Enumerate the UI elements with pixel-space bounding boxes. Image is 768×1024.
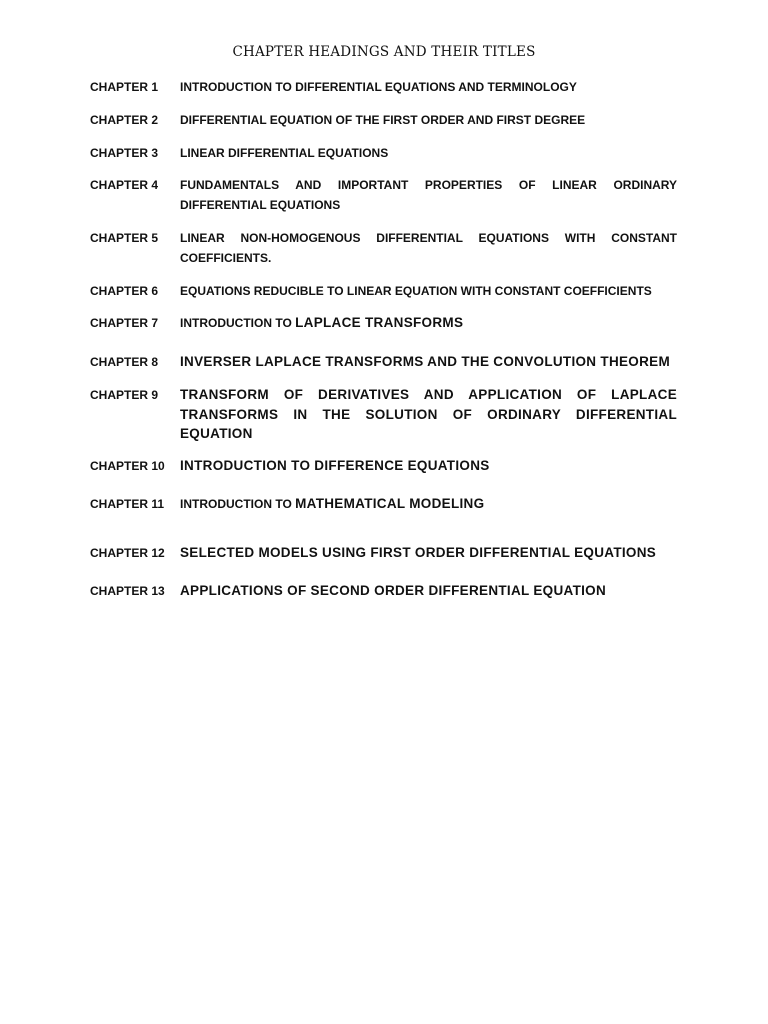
- chapter-title: LINEAR DIFFERENTIAL EQUATIONS: [180, 146, 389, 160]
- chapter-label: CHAPTER 7: [90, 316, 159, 330]
- chapter-title: TRANSFORM OF DERIVATIVES AND APPLICATION OF LAPLACE TRANSFORMS IN THE SOLUTION OF ORDINARY DIFFERENTIAL EQUATION: [180, 387, 677, 441]
- chapter-title: INTRODUCTION TO DIFFERENTIAL EQUATIONS AND TERMINOLOGY: [180, 80, 577, 94]
- page-title: CHAPTER HEADINGS AND THEIR TITLES: [232, 44, 536, 60]
- chapter-label: CHAPTER 5: [90, 231, 159, 245]
- chapter-title: LINEAR NON-HOMOGENOUS DIFFERENTIAL EQUATIONS WITH CONSTANT COEFFICIENTS.: [180, 231, 677, 265]
- chapter-title: APPLICATIONS OF SECOND ORDER DIFFERENTIAL EQUATION: [180, 583, 607, 598]
- chapter-title-prefix: INTRODUCTION TO: [180, 316, 296, 330]
- chapter-label: CHAPTER 1: [90, 80, 159, 94]
- chapter-label: CHAPTER 4: [90, 178, 159, 192]
- chapter-title-emphasis: LAPLACE TRANSFORMS: [295, 315, 464, 330]
- chapter-title-prefix: INTRODUCTION TO: [180, 497, 296, 511]
- chapter-label: CHAPTER 3: [90, 146, 159, 160]
- chapter-title-emphasis: MATHEMATICAL MODELING: [295, 496, 485, 511]
- chapter-label: CHAPTER 10: [90, 459, 165, 473]
- chapter-title: INVERSER LAPLACE TRANSFORMS AND THE CONVOLUTION THEOREM: [180, 354, 671, 369]
- chapter-label: CHAPTER 8: [90, 355, 159, 369]
- chapter-title: EQUATIONS REDUCIBLE TO LINEAR EQUATION WITH CONSTANT COEFFICIENTS: [180, 284, 652, 298]
- chapter-label: CHAPTER 9: [90, 388, 159, 402]
- chapter-label: CHAPTER 12: [90, 546, 165, 560]
- chapter-title: FUNDAMENTALS AND IMPORTANT PROPERTIES OF LINEAR ORDINARY DIFFERENTIAL EQUATIONS: [180, 178, 677, 212]
- chapter-title: [180, 494, 677, 514]
- chapter-title: DIFFERENTIAL EQUATION OF THE FIRST ORDER AND FIRST DEGREE: [180, 113, 586, 127]
- chapter-label: CHAPTER 11: [90, 497, 165, 511]
- chapter-label: CHAPTER 6: [90, 284, 159, 298]
- chapter-label: CHAPTER 2: [90, 113, 159, 127]
- chapter-title: [180, 313, 677, 333]
- chapter-title: INTRODUCTION TO DIFFERENCE EQUATIONS: [180, 458, 490, 473]
- chapter-label: CHAPTER 13: [90, 584, 165, 598]
- chapter-title: SELECTED MODELS USING FIRST ORDER DIFFERENTIAL EQUATIONS: [180, 545, 657, 560]
